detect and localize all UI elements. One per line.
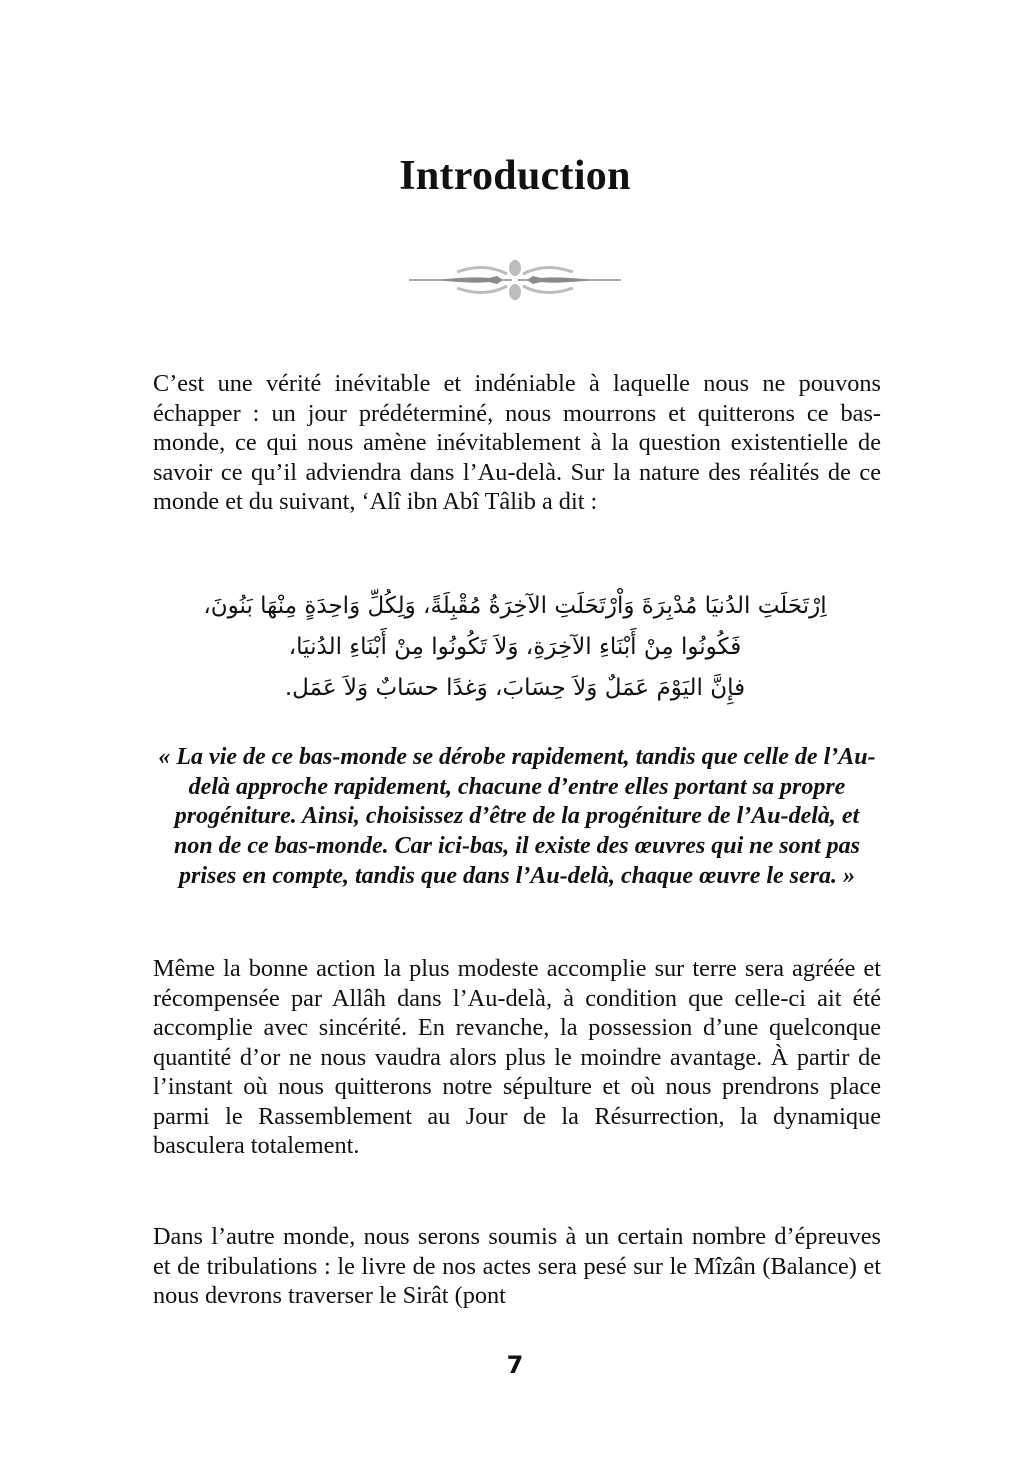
arabic-quote-line-2: فَكُونُوا مِنْ أَبْنَاءِ الآخِرَةِ، وَلاَ تَكُونُوا مِنْ أَبْنَاءِ الدُنيَا،: [288, 634, 742, 660]
page-number: 7: [506, 1351, 524, 1379]
arabic-quote-line-3: فإِنَّ اليَوْمَ عَمَلٌ وَلاَ حِسَابَ، وَغدًا حسَابٌ وَلاَ عَمَل.: [284, 675, 746, 701]
intro-paragraph-3: Dans l’autre monde, nous serons soumis à un certain nombre d’épreuves et de tribulations : le livre de nos actes sera pesé sur le Mîzân (Balance) et nous devrons traverser le Sirât (pont: [153, 1223, 881, 1309]
arabic-quote: [150, 586, 880, 709]
french-translation-quote: « La vie de ce bas-monde se dérobe rapidement, tandis que celle de l’Au-delà approche rapidement, chacune d’entre elles portant sa propre progéniture. Ainsi, choisissez d’être de la progéniture de l’Au-delà, et non de ce bas-monde. Car ici-bas, il existe des œuvres qui ne sont pas prises en compte, tandis que dans l’Au-delà, chaque œuvre le sera. »: [158, 744, 876, 889]
intro-paragraph-2: Même la bonne action la plus modeste accomplie sur terre sera agréée et récompensée par Allâh dans l’Au-delà, à condition que celle-ci ait été accomplie avec sincérité. En revanche, la possession d’une quelconque quantité d’or ne nous vaudra alors plus le moindre avantage. À partir de l’instant où nous quitterons notre sépulture et où nous prendrons place parmi le Rassemblement au Jour de la Résurrection, la dynamique basculera totalement.: [153, 955, 881, 1159]
decorative-flourish-divider-icon: [405, 256, 625, 304]
intro-paragraph-1: C’est une vérité inévitable et indéniable à laquelle nous ne pouvons échapper : un jour prédéterminé, nous mourrons et quitterons ce bas-monde, ce qui nous amène inévitablement à la question existentielle de savoir ce qu’il adviendra dans l’Au-delà. Sur la nature des réalités de ce monde et du suivant, ‘Alî ibn Abî Tâlib a dit :: [153, 370, 881, 515]
arabic-quote-line-1: اِرْتَحَلَتِ الدُنيَا مُدْبِرَةَ وَاْرْتَحَلَتِ الآخِرَةُ مُقْبِلَةً، وَلِكُلِّ وَاحِدَةٍ مِنْهَا بَنُونَ،: [203, 593, 827, 619]
page-title: Introduction: [399, 153, 631, 199]
